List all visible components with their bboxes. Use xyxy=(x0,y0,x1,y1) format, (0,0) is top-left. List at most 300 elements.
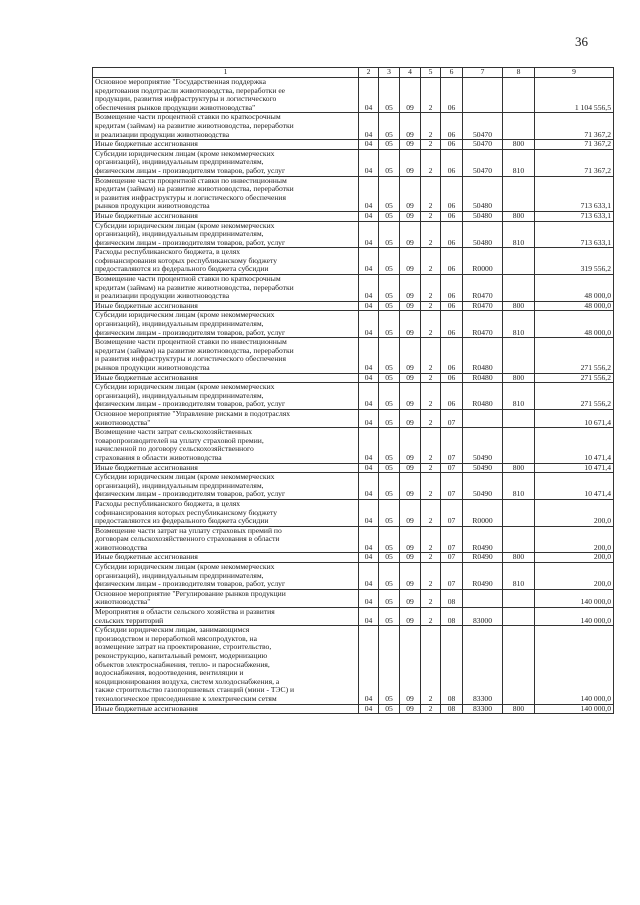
cell-c8: 810 xyxy=(503,563,535,590)
cell-c7: 50490 xyxy=(463,463,503,473)
cell-c4: 09 xyxy=(400,338,421,373)
cell-c7: R0470 xyxy=(463,311,503,338)
description-line: организаций), индивидуальным предпринимателям, xyxy=(95,319,264,329)
cell-c3: 05 xyxy=(379,626,400,704)
cell-c7 xyxy=(463,409,503,427)
cell-c6: 06 xyxy=(441,149,463,176)
description-line: Субсидии юридическим лицам, занимающимся xyxy=(95,625,250,635)
cell-c7: R0480 xyxy=(463,373,503,383)
cell-c6: 07 xyxy=(441,473,463,500)
description-line: и развития инфраструктуры и логистического обеспечения xyxy=(95,192,286,202)
cell-c5: 2 xyxy=(421,704,441,714)
row-description xyxy=(93,526,359,553)
cell-c4: 09 xyxy=(400,248,421,275)
description-line: софинансирования которых республиканскому бюджету xyxy=(95,507,278,517)
cell-c9: 140 000,0 xyxy=(535,626,614,704)
cell-c6: 07 xyxy=(441,553,463,563)
description-line: договорам сельскохозяйственного страхования в области xyxy=(95,534,280,544)
table-row xyxy=(93,275,614,302)
cell-c3: 05 xyxy=(379,338,400,373)
description-line: Мероприятия в области сельского хозяйства и развития xyxy=(95,607,275,617)
cell-c7: R0490 xyxy=(463,563,503,590)
cell-c4: 09 xyxy=(400,140,421,150)
cell-c8: 800 xyxy=(503,373,535,383)
cell-c7: 50470 xyxy=(463,149,503,176)
cell-c5: 2 xyxy=(421,526,441,553)
cell-c3: 05 xyxy=(379,473,400,500)
cell-c6: 08 xyxy=(441,608,463,626)
header-cell: 5 xyxy=(421,68,441,78)
cell-c8: 800 xyxy=(503,211,535,221)
table-row xyxy=(93,608,614,626)
cell-c7 xyxy=(463,78,503,113)
cell-c8: 810 xyxy=(503,149,535,176)
description-line: и реализации продукции животноводства xyxy=(95,291,230,301)
budget-table xyxy=(92,67,614,714)
cell-c5: 2 xyxy=(421,78,441,113)
cell-c4: 09 xyxy=(400,221,421,248)
cell-c9: 10 471,4 xyxy=(535,473,614,500)
cell-c2: 04 xyxy=(359,526,379,553)
table-row xyxy=(93,113,614,140)
cell-c2: 04 xyxy=(359,463,379,473)
description-line: кредитам (займам) на развитие животноводства, переработки xyxy=(95,184,294,194)
description-line: Возмещение части процентной ставки по инвестиционным xyxy=(95,175,287,185)
table-row xyxy=(93,383,614,410)
description-line: Иные бюджетные ассигнования xyxy=(95,139,198,149)
description-line: товаропроизводителей на уплату страховой премии, xyxy=(95,435,264,445)
description-line: физическим лицам - производителям товаров, работ, услуг xyxy=(95,165,286,175)
description-line: Расходы республиканского бюджета, в целях xyxy=(95,247,241,257)
cell-c5: 2 xyxy=(421,248,441,275)
cell-c6: 06 xyxy=(441,248,463,275)
row-description xyxy=(93,473,359,500)
row-description xyxy=(93,383,359,410)
cell-c5: 2 xyxy=(421,113,441,140)
cell-c2: 04 xyxy=(359,409,379,427)
cell-c5: 2 xyxy=(421,463,441,473)
cell-c5: 2 xyxy=(421,383,441,410)
row-description xyxy=(93,704,359,714)
cell-c3: 05 xyxy=(379,311,400,338)
cell-c2: 04 xyxy=(359,373,379,383)
description-line: предоставляются из федерального бюджета субсидии xyxy=(95,516,269,526)
cell-c5: 2 xyxy=(421,499,441,526)
cell-c5: 2 xyxy=(421,275,441,302)
cell-c8 xyxy=(503,428,535,463)
row-description xyxy=(93,113,359,140)
table-row xyxy=(93,221,614,248)
cell-c8: 810 xyxy=(503,311,535,338)
cell-c6: 08 xyxy=(441,626,463,704)
description-line: Иные бюджетные ассигнования xyxy=(95,462,198,472)
cell-c8: 800 xyxy=(503,140,535,150)
description-line: Основное мероприятие "Регулирование рынков продукции xyxy=(95,588,286,598)
description-line: софинансирования которых республиканскому бюджету xyxy=(95,255,278,265)
cell-c2: 04 xyxy=(359,338,379,373)
cell-c4: 09 xyxy=(400,301,421,311)
cell-c6: 06 xyxy=(441,338,463,373)
cell-c8 xyxy=(503,275,535,302)
cell-c7: 50480 xyxy=(463,176,503,211)
table-row xyxy=(93,704,614,714)
cell-c8 xyxy=(503,248,535,275)
row-description xyxy=(93,409,359,427)
cell-c8: 800 xyxy=(503,301,535,311)
cell-c9: 1 104 556,5 xyxy=(535,78,614,113)
description-line: страхования в области животноводства xyxy=(95,452,222,462)
header-cell: 7 xyxy=(463,68,503,78)
description-line: организаций), индивидуальным предпринимателям, xyxy=(95,229,264,239)
cell-c5: 2 xyxy=(421,311,441,338)
description-line: производством и переработкой мясопродуктов, на xyxy=(95,633,257,643)
description-line: организаций), индивидуальным предпринимателям, xyxy=(95,570,264,580)
cell-c8 xyxy=(503,78,535,113)
description-line: Возмещение части затрат сельскохозяйственных xyxy=(95,427,253,437)
cell-c3: 05 xyxy=(379,211,400,221)
cell-c8: 810 xyxy=(503,221,535,248)
description-line: Субсидии юридическим лицам (кроме некоммерческих xyxy=(95,148,275,158)
table-row xyxy=(93,589,614,607)
description-line: водоснабжения, водоотведения, вентиляции и xyxy=(95,668,244,678)
cell-c8 xyxy=(503,626,535,704)
cell-c5: 2 xyxy=(421,563,441,590)
cell-c3: 05 xyxy=(379,221,400,248)
cell-c2: 04 xyxy=(359,78,379,113)
cell-c9: 200,0 xyxy=(535,553,614,563)
cell-c4: 09 xyxy=(400,473,421,500)
description-line: Возмещение части процентной ставки по инвестиционным xyxy=(95,337,287,347)
cell-c4: 09 xyxy=(400,526,421,553)
cell-c4: 09 xyxy=(400,704,421,714)
cell-c4: 09 xyxy=(400,211,421,221)
cell-c9: 200,0 xyxy=(535,563,614,590)
cell-c6: 06 xyxy=(441,140,463,150)
cell-c5: 2 xyxy=(421,211,441,221)
cell-c8: 800 xyxy=(503,704,535,714)
header-cell: 1 xyxy=(93,68,359,78)
cell-c3: 05 xyxy=(379,608,400,626)
header-cell: 3 xyxy=(379,68,400,78)
cell-c2: 04 xyxy=(359,211,379,221)
description-line: кредитам (займам) на развитие животноводства, переработки xyxy=(95,282,294,292)
row-description xyxy=(93,140,359,150)
description-line: Иные бюджетные ассигнования xyxy=(95,372,198,382)
table-row xyxy=(93,473,614,500)
cell-c3: 05 xyxy=(379,149,400,176)
cell-c5: 2 xyxy=(421,149,441,176)
description-line: рынков продукции животноводства xyxy=(95,201,210,211)
cell-c7: R0000 xyxy=(463,248,503,275)
description-line: Субсидии юридическим лицам (кроме некоммерческих xyxy=(95,310,275,320)
cell-c7: 50470 xyxy=(463,140,503,150)
description-line: физическим лицам - производителям товаров, работ, услуг xyxy=(95,579,286,589)
table-row xyxy=(93,149,614,176)
cell-c8: 800 xyxy=(503,463,535,473)
cell-c2: 04 xyxy=(359,311,379,338)
cell-c2: 04 xyxy=(359,275,379,302)
cell-c7: R0490 xyxy=(463,526,503,553)
description-line: организаций), индивидуальным предпринимателям, xyxy=(95,157,264,167)
cell-c6: 06 xyxy=(441,311,463,338)
cell-c7 xyxy=(463,589,503,607)
row-description xyxy=(93,608,359,626)
description-line: физическим лицам - производителям товаров, работ, услуг xyxy=(95,489,286,499)
cell-c2: 04 xyxy=(359,113,379,140)
cell-c3: 05 xyxy=(379,463,400,473)
description-line: реконструкцию, капитальный ремонт, модернизацию xyxy=(95,651,268,660)
description-line: животноводства xyxy=(95,542,148,552)
cell-c3: 05 xyxy=(379,409,400,427)
cell-c4: 09 xyxy=(400,311,421,338)
table-row xyxy=(93,311,614,338)
description-line: Основное мероприятие "Управление рисками в подотраслях xyxy=(95,408,291,418)
cell-c6: 07 xyxy=(441,563,463,590)
cell-c8 xyxy=(503,409,535,427)
cell-c7: R0000 xyxy=(463,499,503,526)
cell-c3: 05 xyxy=(379,301,400,311)
cell-c5: 2 xyxy=(421,176,441,211)
header-cell: 9 xyxy=(535,68,614,78)
cell-c9: 140 000,0 xyxy=(535,704,614,714)
cell-c2: 04 xyxy=(359,563,379,590)
cell-c4: 09 xyxy=(400,463,421,473)
cell-c3: 05 xyxy=(379,176,400,211)
description-line: организаций), индивидуальным предпринимателям, xyxy=(95,480,264,490)
cell-c7: 50470 xyxy=(463,113,503,140)
description-line: кредитам (займам) на развитие животноводства, переработки xyxy=(95,345,294,355)
cell-c7: R0480 xyxy=(463,338,503,373)
cell-c3: 05 xyxy=(379,428,400,463)
table-row xyxy=(93,78,614,113)
cell-c4: 09 xyxy=(400,78,421,113)
cell-c9: 140 000,0 xyxy=(535,608,614,626)
cell-c3: 05 xyxy=(379,113,400,140)
cell-c2: 04 xyxy=(359,626,379,704)
cell-c3: 05 xyxy=(379,499,400,526)
cell-c9: 713 633,1 xyxy=(535,211,614,221)
cell-c8: 810 xyxy=(503,473,535,500)
cell-c4: 09 xyxy=(400,608,421,626)
description-line: обеспечения рынков продукции животноводства" xyxy=(95,102,256,112)
description-line: кредитам (займам) на развитие животноводства, переработки xyxy=(95,120,294,130)
cell-c9: 48 000,0 xyxy=(535,301,614,311)
row-description xyxy=(93,248,359,275)
description-line: возмещение затрат на проектирование, строительство, xyxy=(95,642,272,652)
row-description xyxy=(93,626,359,704)
cell-c2: 04 xyxy=(359,301,379,311)
cell-c2: 04 xyxy=(359,428,379,463)
description-line: рынков продукции животноводства xyxy=(95,363,210,372)
row-description xyxy=(93,589,359,607)
cell-c9: 10 471,4 xyxy=(535,428,614,463)
description-line: физическим лицам - производителям товаров, работ, услуг xyxy=(95,399,286,409)
cell-c3: 05 xyxy=(379,553,400,563)
cell-c7: R0470 xyxy=(463,275,503,302)
cell-c2: 04 xyxy=(359,589,379,607)
description-line: технологическое присоединение к электрическим сетям xyxy=(95,693,277,703)
cell-c5: 2 xyxy=(421,473,441,500)
cell-c2: 04 xyxy=(359,608,379,626)
table-row xyxy=(93,526,614,553)
cell-c9: 71 367,2 xyxy=(535,149,614,176)
cell-c4: 09 xyxy=(400,275,421,302)
cell-c2: 04 xyxy=(359,248,379,275)
cell-c8 xyxy=(503,608,535,626)
table-header-row xyxy=(93,68,614,78)
cell-c3: 05 xyxy=(379,383,400,410)
table-row xyxy=(93,248,614,275)
cell-c2: 04 xyxy=(359,140,379,150)
cell-c4: 09 xyxy=(400,113,421,140)
cell-c2: 04 xyxy=(359,221,379,248)
cell-c6: 06 xyxy=(441,176,463,211)
description-line: Возмещение части процентной ставки по краткосрочным xyxy=(95,112,281,122)
description-line: и развития инфраструктуры и логистического обеспечения xyxy=(95,354,286,364)
description-line: Иные бюджетные ассигнования xyxy=(95,300,198,310)
cell-c3: 05 xyxy=(379,275,400,302)
description-line: организаций), индивидуальным предпринимателям, xyxy=(95,390,264,400)
row-description xyxy=(93,176,359,211)
table-row xyxy=(93,211,614,221)
cell-c8: 810 xyxy=(503,383,535,410)
cell-c4: 09 xyxy=(400,563,421,590)
cell-c9: 271 556,2 xyxy=(535,373,614,383)
cell-c9: 10 671,4 xyxy=(535,409,614,427)
cell-c6: 07 xyxy=(441,463,463,473)
cell-c8 xyxy=(503,338,535,373)
cell-c9: 48 000,0 xyxy=(535,311,614,338)
cell-c6: 07 xyxy=(441,499,463,526)
cell-c2: 04 xyxy=(359,149,379,176)
cell-c6: 06 xyxy=(441,221,463,248)
row-description xyxy=(93,338,359,373)
cell-c5: 2 xyxy=(421,221,441,248)
table-row xyxy=(93,626,614,704)
description-line: Иные бюджетные ассигнования xyxy=(95,703,198,713)
cell-c9: 140 000,0 xyxy=(535,589,614,607)
cell-c9: 200,0 xyxy=(535,499,614,526)
table-row xyxy=(93,428,614,463)
cell-c5: 2 xyxy=(421,140,441,150)
cell-c4: 09 xyxy=(400,499,421,526)
cell-c9: 48 000,0 xyxy=(535,275,614,302)
cell-c6: 06 xyxy=(441,78,463,113)
cell-c8: 800 xyxy=(503,553,535,563)
description-line: Расходы республиканского бюджета, в целях xyxy=(95,498,241,508)
cell-c6: 07 xyxy=(441,409,463,427)
cell-c7: 50480 xyxy=(463,211,503,221)
description-line: предоставляются из федерального бюджета субсидии xyxy=(95,264,269,274)
header-cell: 8 xyxy=(503,68,535,78)
cell-c6: 06 xyxy=(441,211,463,221)
cell-c9: 71 367,2 xyxy=(535,113,614,140)
cell-c2: 04 xyxy=(359,553,379,563)
cell-c3: 05 xyxy=(379,563,400,590)
description-line: Субсидии юридическим лицам (кроме некоммерческих xyxy=(95,472,275,482)
cell-c6: 08 xyxy=(441,704,463,714)
description-line: и реализации продукции животноводства xyxy=(95,129,230,139)
description-line: продукции, развития инфраструктуры и логистического xyxy=(95,94,277,104)
row-description xyxy=(93,78,359,113)
cell-c3: 05 xyxy=(379,373,400,383)
row-description xyxy=(93,149,359,176)
table-body xyxy=(93,78,614,714)
cell-c7: R0470 xyxy=(463,301,503,311)
cell-c9: 271 556,2 xyxy=(535,383,614,410)
description-line: животноводства" xyxy=(95,597,151,607)
cell-c6: 07 xyxy=(441,428,463,463)
table-row xyxy=(93,409,614,427)
cell-c3: 05 xyxy=(379,248,400,275)
cell-c9: 713 633,1 xyxy=(535,176,614,211)
cell-c3: 05 xyxy=(379,589,400,607)
header-cell: 6 xyxy=(441,68,463,78)
cell-c7: R0480 xyxy=(463,383,503,410)
cell-c8 xyxy=(503,499,535,526)
row-description xyxy=(93,563,359,590)
cell-c6: 08 xyxy=(441,589,463,607)
description-line: физическим лицам - производителям товаров, работ, услуг xyxy=(95,237,286,247)
cell-c9: 319 556,2 xyxy=(535,248,614,275)
cell-c4: 09 xyxy=(400,383,421,410)
row-description xyxy=(93,311,359,338)
cell-c5: 2 xyxy=(421,373,441,383)
cell-c8 xyxy=(503,113,535,140)
cell-c5: 2 xyxy=(421,428,441,463)
cell-c6: 06 xyxy=(441,373,463,383)
cell-c9: 71 367,2 xyxy=(535,140,614,150)
row-description xyxy=(93,428,359,463)
cell-c5: 2 xyxy=(421,301,441,311)
cell-c4: 09 xyxy=(400,409,421,427)
description-line: объектов электроснабжения, тепло- и пароснабжения, xyxy=(95,659,270,669)
cell-c5: 2 xyxy=(421,589,441,607)
row-description xyxy=(93,211,359,221)
cell-c8 xyxy=(503,589,535,607)
description-line: начисленной по договору сельскохозяйственного xyxy=(95,444,254,454)
cell-c5: 2 xyxy=(421,338,441,373)
cell-c6: 06 xyxy=(441,113,463,140)
cell-c5: 2 xyxy=(421,409,441,427)
cell-c7: 83300 xyxy=(463,704,503,714)
cell-c3: 05 xyxy=(379,140,400,150)
cell-c9: 200,0 xyxy=(535,526,614,553)
cell-c9: 271 556,2 xyxy=(535,338,614,373)
cell-c6: 06 xyxy=(441,275,463,302)
description-line: Субсидии юридическим лицам (кроме некоммерческих xyxy=(95,562,275,572)
description-line: Возмещение части затрат на уплату страховых премий по xyxy=(95,525,282,535)
cell-c6: 06 xyxy=(441,383,463,410)
description-line: сельских территорий xyxy=(95,615,164,625)
description-line: животноводства" xyxy=(95,417,151,427)
cell-c6: 06 xyxy=(441,301,463,311)
cell-c5: 2 xyxy=(421,608,441,626)
table-row xyxy=(93,338,614,373)
cell-c9: 10 471,4 xyxy=(535,463,614,473)
row-description xyxy=(93,221,359,248)
description-line: кредитования подотрасли животноводства, переработки ее xyxy=(95,85,286,95)
cell-c7: R0490 xyxy=(463,553,503,563)
cell-c9: 713 633,1 xyxy=(535,221,614,248)
cell-c2: 04 xyxy=(359,704,379,714)
cell-c2: 04 xyxy=(359,473,379,500)
cell-c3: 05 xyxy=(379,526,400,553)
cell-c4: 09 xyxy=(400,626,421,704)
cell-c7: 50490 xyxy=(463,473,503,500)
description-line: Субсидии юридическим лицам (кроме некоммерческих xyxy=(95,220,275,230)
cell-c5: 2 xyxy=(421,553,441,563)
